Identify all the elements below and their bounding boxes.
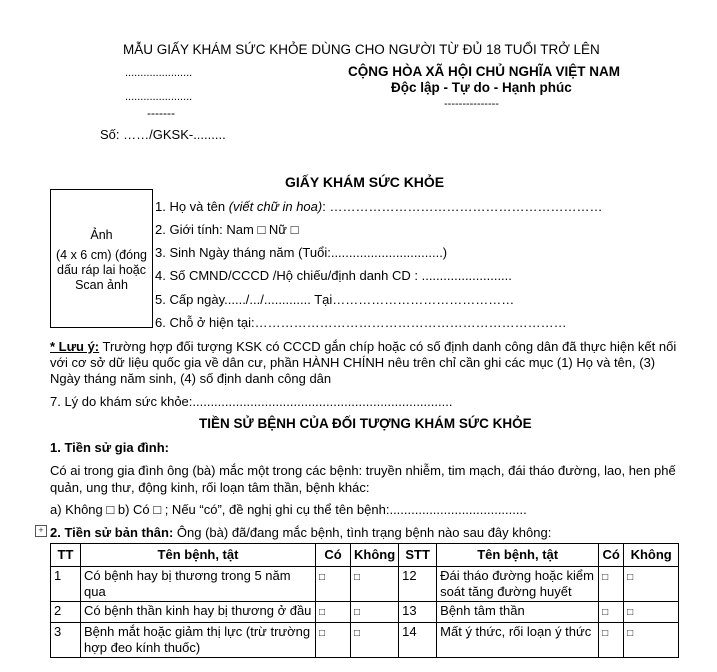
table-row xyxy=(51,623,679,658)
col-header-yes-right: Có xyxy=(599,544,624,567)
motto: Độc lập - Tự do - Hạnh phúc xyxy=(391,80,572,95)
field-address: 6. Chỗ ở hiện tại:……………………………………………………………… xyxy=(155,315,567,330)
org-line-2: ...................... xyxy=(125,91,193,103)
row-number: 13 xyxy=(399,602,437,623)
col-header-tt: TT xyxy=(51,544,81,567)
col-header-disease-left: Tên bệnh, tật xyxy=(81,544,316,567)
row-number: 2 xyxy=(51,602,81,623)
table-header-row xyxy=(51,544,679,567)
full-name-hint: (viết chữ in hoa) xyxy=(228,199,323,214)
col-header-no-left: Không xyxy=(351,544,399,567)
photo-label: Ảnh xyxy=(90,228,113,242)
disease-name: Đái tháo đường hoặc kiểm soát tăng đường huyết xyxy=(437,567,599,602)
note-text: Trường hợp đối tượng KSK có CCCD gắn chíp hoặc có số định danh công dân đã thực hiện kết nối với cơ sở dữ liệu quốc gia về dân cư, phần HÀNH CHÍNH nêu trên chỉ cần ghi các mục (1) Họ và tên, (3) Ngày tháng năm sinh, (4) số định danh công dân xyxy=(50,339,677,386)
field-exam-reason: 7. Lý do khám sức khỏe:........................................................................ xyxy=(50,394,453,409)
table-row xyxy=(51,567,679,602)
row-number: 1 xyxy=(51,567,81,602)
row-number: 3 xyxy=(51,623,81,658)
photo-placeholder xyxy=(50,189,153,328)
family-history-question: Có ai trong gia đình ông (bà) mắc một trong các bệnh: truyền nhiễm, tim mạch, đái tháo đường, lao, hen phế quản, ung thư, động kinh, rối loạn tâm thần, bệnh khác: xyxy=(50,463,676,495)
certificate-title: GIẤY KHÁM SỨC KHỎE xyxy=(285,174,445,190)
medical-history-table xyxy=(50,543,679,658)
field-gender: 2. Giới tính: Nam □ Nữ □ xyxy=(155,222,299,237)
disease-name: Mất ý thức, rối loạn ý thức xyxy=(437,623,599,658)
family-history-heading: 1. Tiền sử gia đình: xyxy=(50,440,169,455)
yes-checkbox[interactable]: □ xyxy=(316,602,351,623)
history-title: TIỀN SỬ BỆNH CỦA ĐỐI TƯỢNG KHÁM SỨC KHỎE xyxy=(199,416,532,431)
col-header-yes-left: Có xyxy=(316,544,351,567)
no-checkbox[interactable]: □ xyxy=(351,602,399,623)
col-header-stt: STT xyxy=(399,544,437,567)
full-name-dots: : ……………………………………………………… xyxy=(322,199,603,214)
document-number: Số: ……/GKSK-......... xyxy=(100,127,226,142)
yes-checkbox[interactable]: □ xyxy=(316,567,351,602)
national-title: CỘNG HÒA XÃ HỘI CHỦ NGHĨA VIỆT NAM xyxy=(348,64,621,79)
field-full-name xyxy=(155,199,602,214)
no-checkbox[interactable]: □ xyxy=(624,623,679,658)
photo-size: (4 x 6 cm) (đóng xyxy=(55,248,147,262)
yes-checkbox[interactable]: □ xyxy=(599,602,624,623)
full-name-label: 1. Họ và tên xyxy=(155,199,229,214)
no-checkbox[interactable]: □ xyxy=(624,567,679,602)
table-row xyxy=(51,602,679,623)
yes-checkbox[interactable]: □ xyxy=(316,623,351,658)
row-number: 12 xyxy=(399,567,437,602)
photo-stamp-note: dấu ráp lai hoặc xyxy=(57,263,146,277)
no-checkbox[interactable]: □ xyxy=(351,567,399,602)
personal-history-heading: 2. Tiền sử bản thân: xyxy=(50,525,174,540)
org-line-1: ...................... xyxy=(125,67,193,79)
disease-name: Có bệnh thần kinh hay bị thương ở đầu xyxy=(81,602,316,623)
note-paragraph xyxy=(50,339,680,387)
note-label: * Lưu ý: xyxy=(50,339,100,354)
disease-name: Có bệnh hay bị thương trong 5 năm qua xyxy=(81,567,316,602)
yes-checkbox[interactable]: □ xyxy=(599,567,624,602)
col-header-disease-right: Tên bệnh, tật xyxy=(437,544,599,567)
personal-history-line xyxy=(50,525,551,540)
field-issue-date-place: 5. Cấp ngày....../.../............. Tại…………………………………… xyxy=(155,292,515,307)
form-title: MẪU GIẤY KHÁM SỨC KHỎE DÙNG CHO NGƯỜI TỪ ĐỦ 18 TUỔI TRỞ LÊN xyxy=(123,42,600,57)
table-move-handle-icon[interactable]: + xyxy=(35,525,47,537)
field-date-of-birth: 3. Sinh Ngày tháng năm (Tuổi:...............................) xyxy=(155,245,448,260)
photo-scan-note: Scan ảnh xyxy=(75,278,128,292)
no-checkbox[interactable]: □ xyxy=(624,602,679,623)
disease-name: Bệnh mắt hoặc giảm thị lực (trừ trường hợp đeo kính thuốc) xyxy=(81,623,316,658)
col-header-no-right: Không xyxy=(624,544,679,567)
motto-underline: --------------- xyxy=(444,98,499,110)
personal-history-question: Ông (bà) đã/đang mắc bệnh, tình trạng bệnh nào sau đây không: xyxy=(173,525,552,540)
no-checkbox[interactable]: □ xyxy=(351,623,399,658)
row-number: 14 xyxy=(399,623,437,658)
yes-checkbox[interactable]: □ xyxy=(599,623,624,658)
family-history-answer: a) Không □ b) Có □ ; Nếu “có”, đề nghị ghi cụ thể tên bệnh:...................................... xyxy=(50,502,527,517)
org-dash: ------- xyxy=(147,106,175,120)
field-id-number: 4. Số CMND/CCCD /Hộ chiếu/định danh CD : ......................... xyxy=(155,268,512,283)
disease-name: Bệnh tâm thần xyxy=(437,602,599,623)
